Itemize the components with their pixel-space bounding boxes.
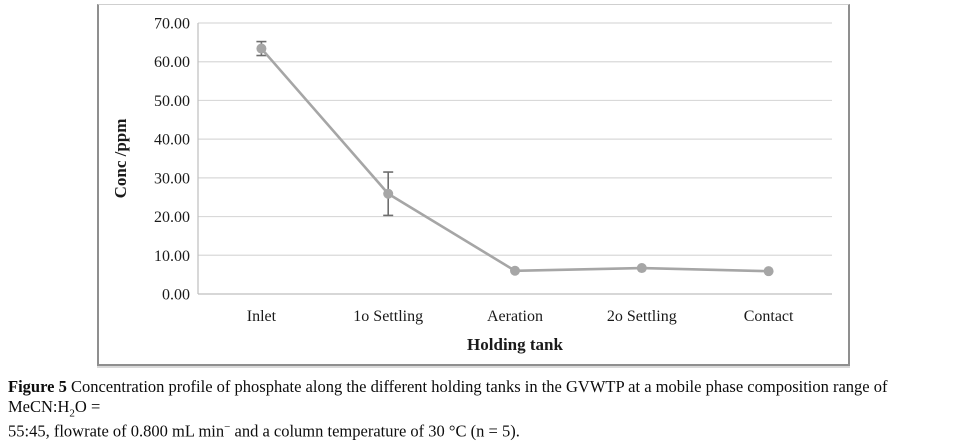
y-tick-label: 60.00 [154, 54, 190, 72]
y-tick-label: 30.00 [154, 170, 190, 188]
caption-subscript: 2 [69, 407, 75, 420]
y-tick-label: 10.00 [154, 247, 190, 265]
data-line [261, 49, 768, 272]
data-point [383, 189, 393, 199]
data-point [764, 266, 774, 276]
caption-superscript: − [224, 420, 231, 433]
y-tick-label: 0.00 [162, 286, 190, 304]
figure-caption-number: Figure 5 [8, 377, 67, 396]
caption-text-2: O = [74, 397, 101, 417]
x-tick-label: Contact [743, 308, 794, 325]
x-tick-label: Inlet [246, 308, 277, 325]
caption-text-3: 55:45, flowrate of 0.800 mL min [8, 421, 225, 441]
x-tick-label: 2o Settling [606, 308, 677, 325]
y-tick-label: 20.00 [154, 209, 190, 227]
data-point [256, 44, 266, 54]
x-axis-title: Holding tank [467, 335, 563, 354]
x-tick-label: Aeration [487, 308, 543, 325]
y-tick-label: 70.00 [154, 15, 190, 33]
figure-caption [8, 377, 953, 441]
y-tick-label: 50.00 [154, 92, 190, 110]
figure-box [97, 4, 850, 366]
data-point [510, 266, 520, 276]
line-chart [99, 5, 848, 364]
y-tick-label: 40.00 [154, 131, 190, 149]
caption-text-4: and a column temperature of 30 °C (n = 5). [230, 421, 520, 441]
x-tick-label: 1o Settling [353, 308, 424, 325]
caption-text-1: Concentration profile of phosphate along the different holding tanks in the GVWTP at a mobile phase composition range of MeCN:H [8, 377, 888, 417]
data-point [637, 263, 647, 273]
y-axis-title: Conc /ppm [111, 118, 130, 199]
